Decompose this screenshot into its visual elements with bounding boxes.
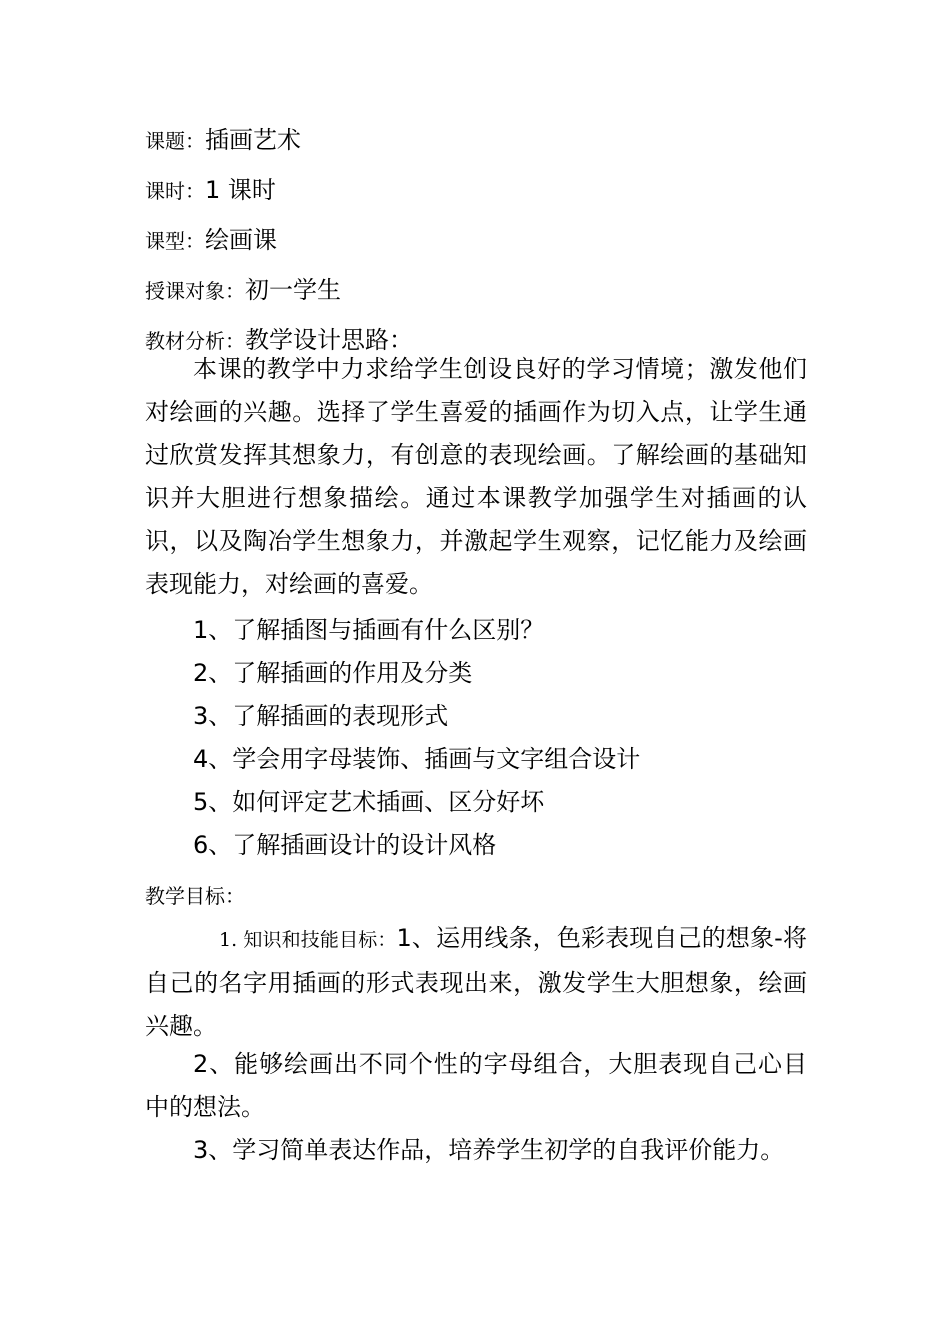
objective-1	[145, 917, 807, 1048]
objectives-line	[145, 880, 245, 909]
type-line	[145, 220, 277, 255]
objectives-label: 教学目标：	[145, 884, 245, 908]
audience-label: 授课对象：	[145, 279, 245, 303]
analysis-paragraph: 本课的教学中力求给学生创设良好的学习情境；激发他们对绘画的兴趣。选择了学生喜爱的插画作为切入点，让学生通过欣赏发挥其想象力，有创意的表现绘画。了解绘画的基础知识并大胆进行想象描绘。通过本课教学加强学生对插画的认识，以及陶冶学生想象力，并激起学生观察，记忆能力及绘画表现能力，对绘画的喜爱。	[145, 355, 807, 598]
objective-sub-label: 1. 知识和技能目标：	[219, 929, 397, 951]
audience-line	[145, 270, 341, 305]
topic-value: 插画艺术	[205, 126, 301, 154]
analysis-value: 教学设计思路：	[245, 326, 413, 354]
type-value: 绘画课	[205, 226, 277, 254]
point-2: 2、了解插画的作用及分类	[193, 659, 473, 687]
audience-value: 初一学生	[245, 276, 341, 304]
point-6: 6、了解插画设计的设计风格	[193, 831, 497, 859]
point-4: 4、学会用字母装饰、插画与文字组合设计	[193, 745, 641, 773]
analysis-label: 教材分析：	[145, 329, 245, 353]
topic-label: 课题：	[145, 129, 205, 153]
objective-3: 3、学习简单表达作品，培养学生初学的自我评价能力。	[193, 1136, 785, 1164]
point-5: 5、如何评定艺术插画、区分好坏	[193, 788, 545, 816]
point-1: 1、了解插图与插画有什么区别？	[193, 616, 545, 644]
objective-2: 2、能够绘画出不同个性的字母组合，大胆表现自己心目中的想法。	[145, 1050, 807, 1121]
objective-1-text: 1、运用线条，色彩表现自己的想象-将自己的名字用插画的形式表现出来，激发学生大胆想象，绘画兴趣。	[145, 924, 807, 1040]
topic-line	[145, 120, 301, 155]
point-3: 3、了解插画的表现形式	[193, 702, 449, 730]
type-label: 课型：	[145, 229, 205, 253]
hours-line	[145, 170, 276, 205]
hours-value: 1 课时	[205, 176, 276, 204]
hours-label: 课时：	[145, 179, 205, 203]
